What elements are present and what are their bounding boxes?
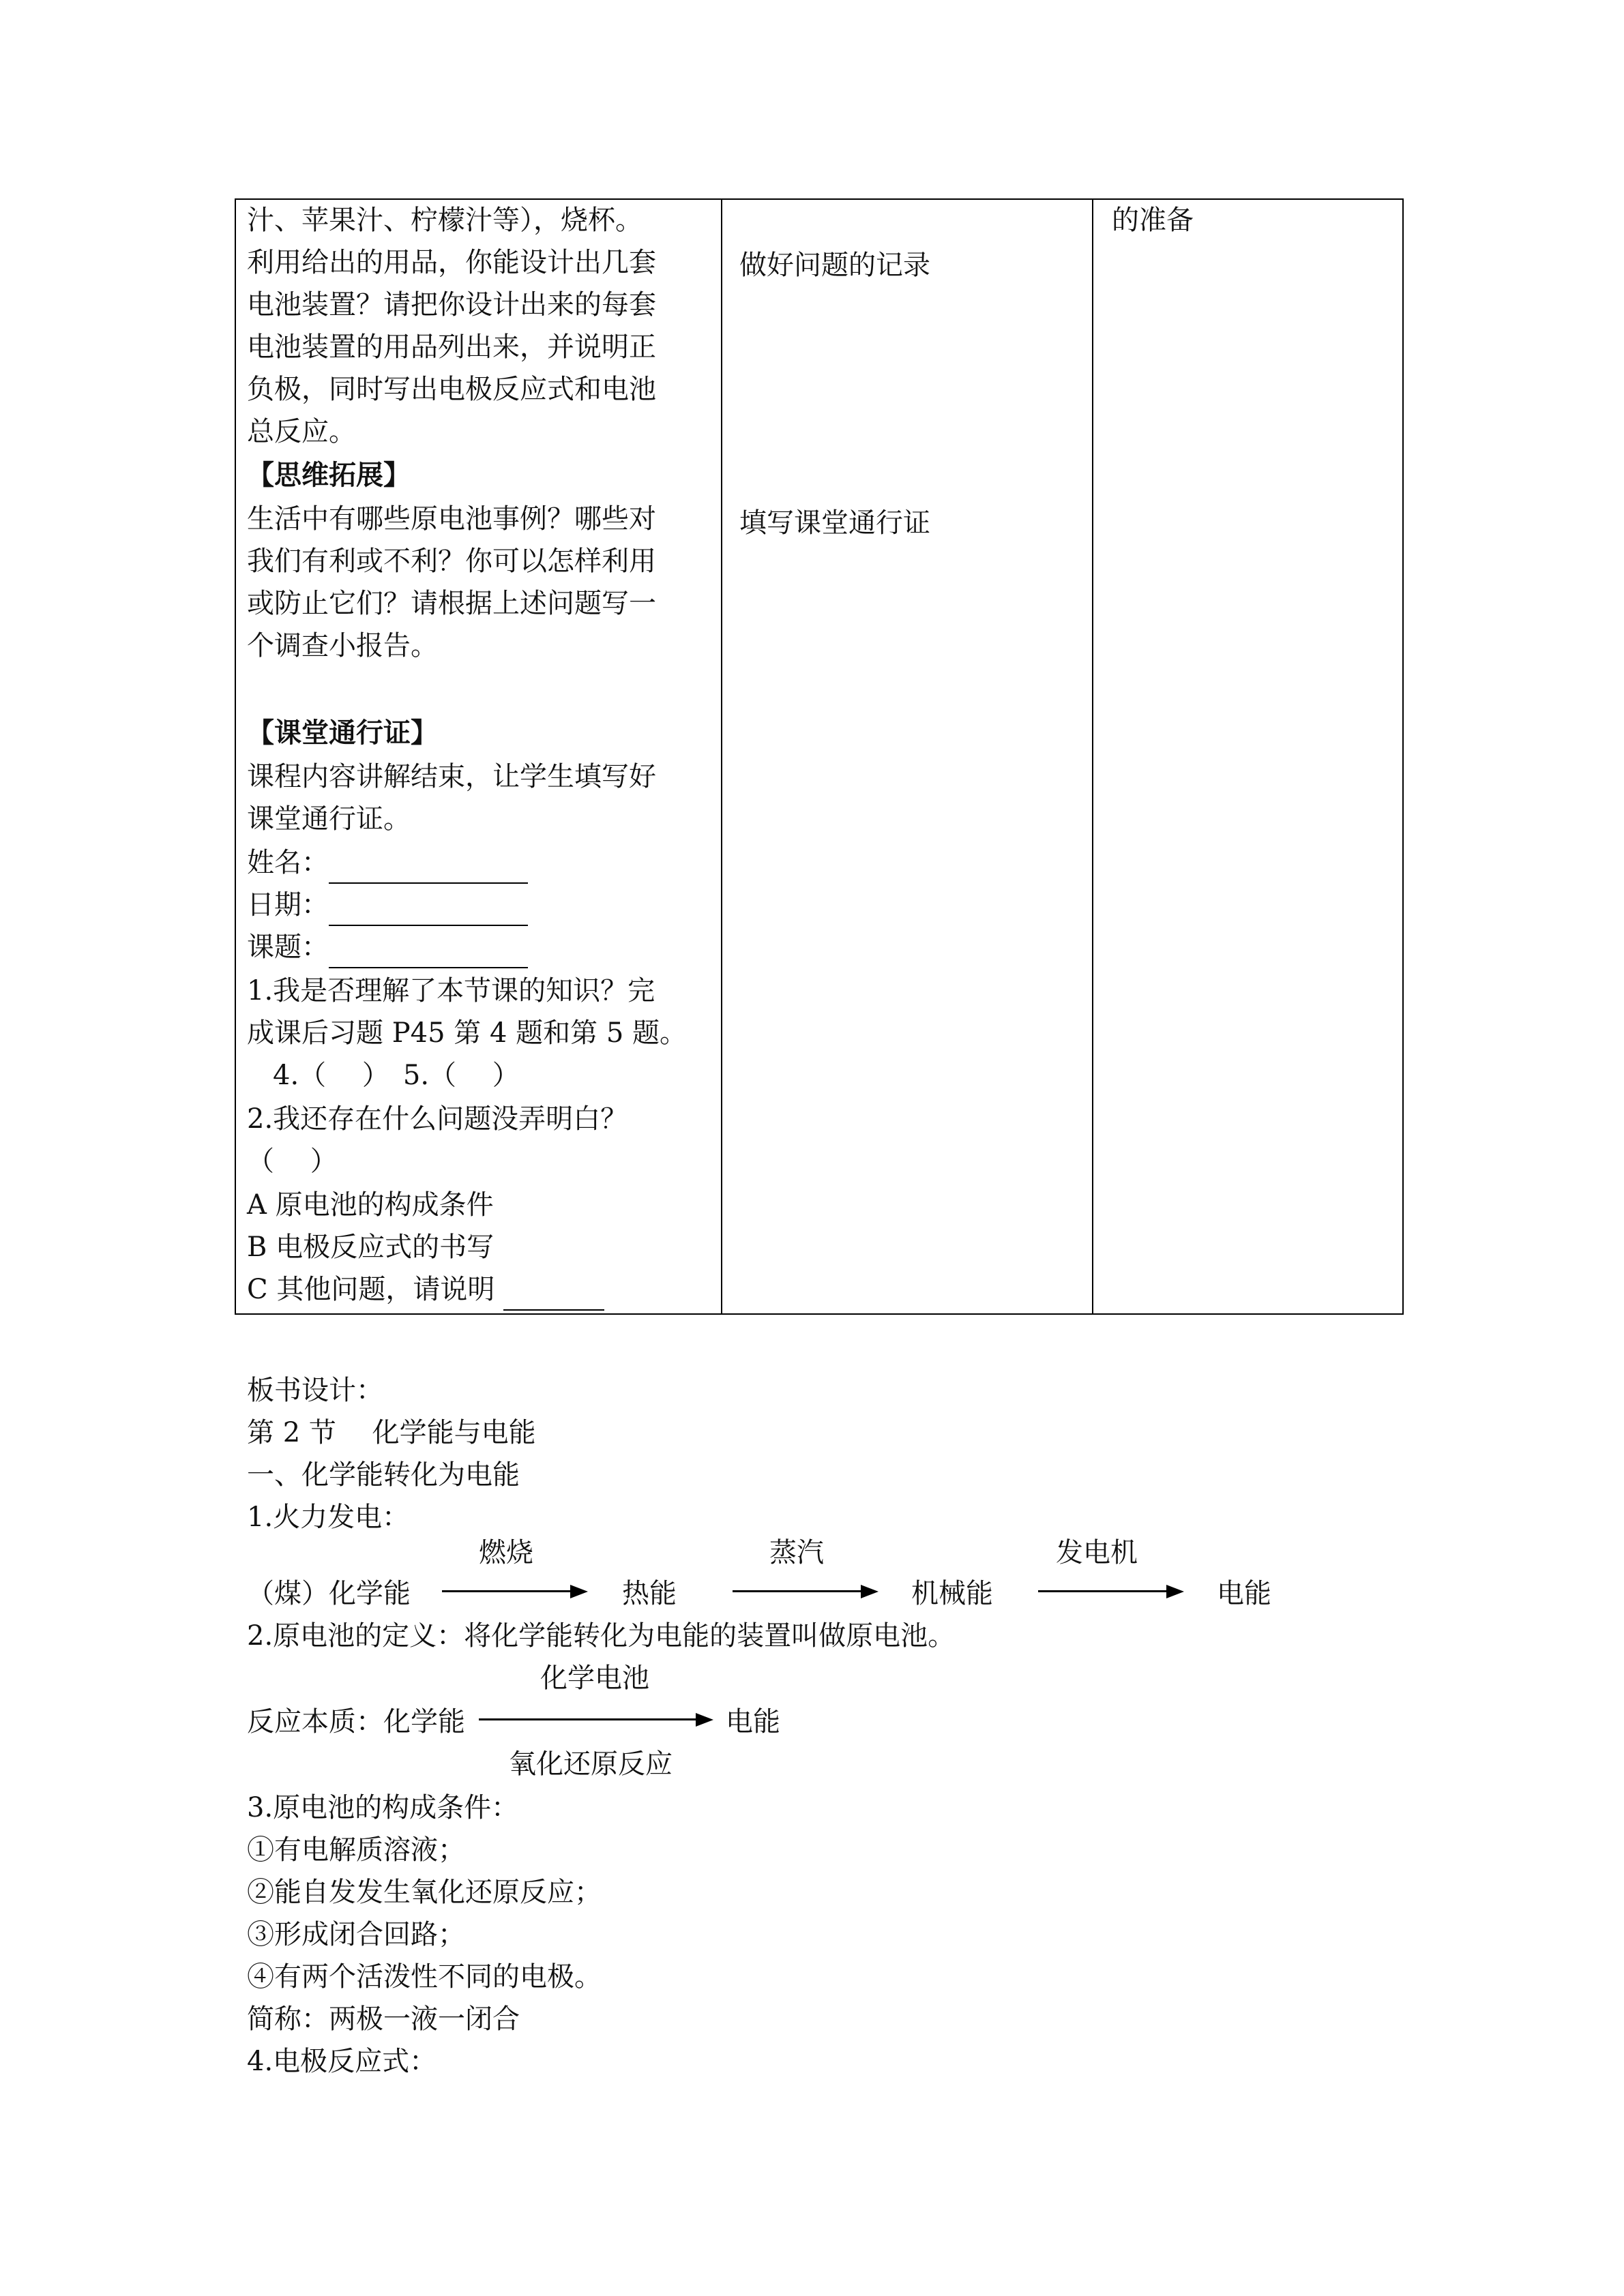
topic-blank[interactable] <box>329 936 528 968</box>
date-field-row <box>247 884 528 926</box>
essence-arrow-shaft <box>479 1718 697 1720</box>
topic-label: 课题： <box>247 931 329 963</box>
board-part-1: 一、化学能转化为电能 <box>247 1459 520 1491</box>
thinking-line-1: 生活中有哪些原电池事例？哪些对 <box>247 503 656 535</box>
board-item-3: 3.原电池的构成条件： <box>247 1792 519 1823</box>
col1-line-1: 汁、苹果汁、柠檬汁等），烧杯。 <box>247 205 643 236</box>
option-a: A 原电池的构成条件 <box>247 1189 494 1221</box>
flow-label-steam: 蒸汽 <box>769 1537 824 1568</box>
question-2-line: 2.我还存在什么问题没弄明白？ <box>247 1103 628 1135</box>
flow-start-coal-chemical-energy: （煤）化学能 <box>247 1578 411 1609</box>
board-item-4: 4.电极反应式： <box>247 2046 437 2077</box>
flow-arrow-3-head <box>1166 1585 1184 1598</box>
question-2-paren: （ ） <box>247 1146 338 1177</box>
short-name: 简称：两极一液一闭合 <box>247 2003 520 2035</box>
name-label: 姓名： <box>247 847 329 878</box>
flow-arrow-1-head <box>570 1585 588 1598</box>
option-c-blank[interactable] <box>503 1278 604 1311</box>
board-item-2: 2.原电池的定义：将化学能转化为电能的装置叫做原电池。 <box>247 1620 956 1652</box>
option-c: C 其他问题，请说明 <box>247 1274 504 1305</box>
thinking-heading: 【思维拓展】 <box>247 459 411 491</box>
condition-4: ④有两个活泼性不同的电极。 <box>247 1961 602 1993</box>
board-item-1: 1.火力发电： <box>247 1502 410 1533</box>
essence-target: 电能 <box>726 1706 780 1738</box>
table-column-divider-1 <box>721 198 722 1315</box>
name-blank[interactable] <box>329 851 528 884</box>
table-column-divider-2 <box>1092 198 1093 1315</box>
condition-1: ①有电解质溶液； <box>247 1834 465 1866</box>
flow-thermal-energy: 热能 <box>622 1578 677 1609</box>
board-title: 板书设计： <box>247 1375 383 1406</box>
thinking-line-4: 个调查小报告。 <box>247 630 438 661</box>
col2-fill-pass: 填写课堂通行证 <box>739 507 930 539</box>
col1-line-4: 电池装置的用品列出来，并说明正 <box>247 331 656 363</box>
topic-field-row <box>247 926 528 968</box>
date-blank[interactable] <box>329 893 528 926</box>
essence-prefix: 反应本质：化学能 <box>247 1706 465 1738</box>
flow-mechanical-energy: 机械能 <box>911 1578 993 1609</box>
flow-arrow-2-shaft <box>733 1590 862 1592</box>
pass-line-1: 课程内容讲解结束，让学生填写好 <box>247 761 656 792</box>
option-c-row <box>247 1268 604 1311</box>
date-label: 日期： <box>247 889 329 921</box>
condition-3: ③形成闭合回路； <box>247 1919 465 1950</box>
essence-label-redox: 氧化还原反应 <box>509 1748 673 1780</box>
question-1-line-2: 成课后习题 P45 第 4 题和第 5 题。 <box>247 1017 687 1049</box>
essence-arrow-head <box>696 1713 713 1727</box>
pass-heading: 【课堂通行证】 <box>247 717 438 749</box>
col1-line-2: 利用给出的用品，你能设计出几套 <box>247 247 656 278</box>
flow-electric-energy: 电能 <box>1217 1578 1271 1609</box>
thinking-line-2: 我们有利或不利？你可以怎样利用 <box>247 546 656 577</box>
essence-label-chemical-battery: 化学电池 <box>540 1663 649 1694</box>
pass-line-2: 课堂通行证。 <box>247 803 411 835</box>
flow-label-burning: 燃烧 <box>479 1537 533 1568</box>
col1-line-5: 负极，同时写出电极反应式和电池 <box>247 374 656 405</box>
col2-record-questions: 做好问题的记录 <box>739 250 930 281</box>
board-section: 第 2 节 化学能与电能 <box>247 1417 536 1448</box>
flow-arrow-3-shaft <box>1038 1590 1168 1592</box>
col3-text: 的准备 <box>1112 205 1194 236</box>
condition-2: ②能自发发生氧化还原反应； <box>247 1877 602 1908</box>
flow-arrow-2-head <box>861 1585 879 1598</box>
col1-line-6: 总反应。 <box>247 416 356 447</box>
option-b: B 电极反应式的书写 <box>247 1232 494 1263</box>
question-1-line-1: 1.我是否理解了本节课的知识？完 <box>247 975 655 1007</box>
thinking-line-3: 或防止它们？请根据上述问题写一 <box>247 588 656 619</box>
question-1-answers: 4.（ ） 5.（ ） <box>273 1060 520 1091</box>
flow-arrow-1-shaft <box>442 1590 572 1592</box>
col1-line-3: 电池装置？请把你设计出来的每套 <box>247 289 656 320</box>
flow-label-generator: 发电机 <box>1056 1537 1138 1568</box>
name-field-row <box>247 841 528 884</box>
